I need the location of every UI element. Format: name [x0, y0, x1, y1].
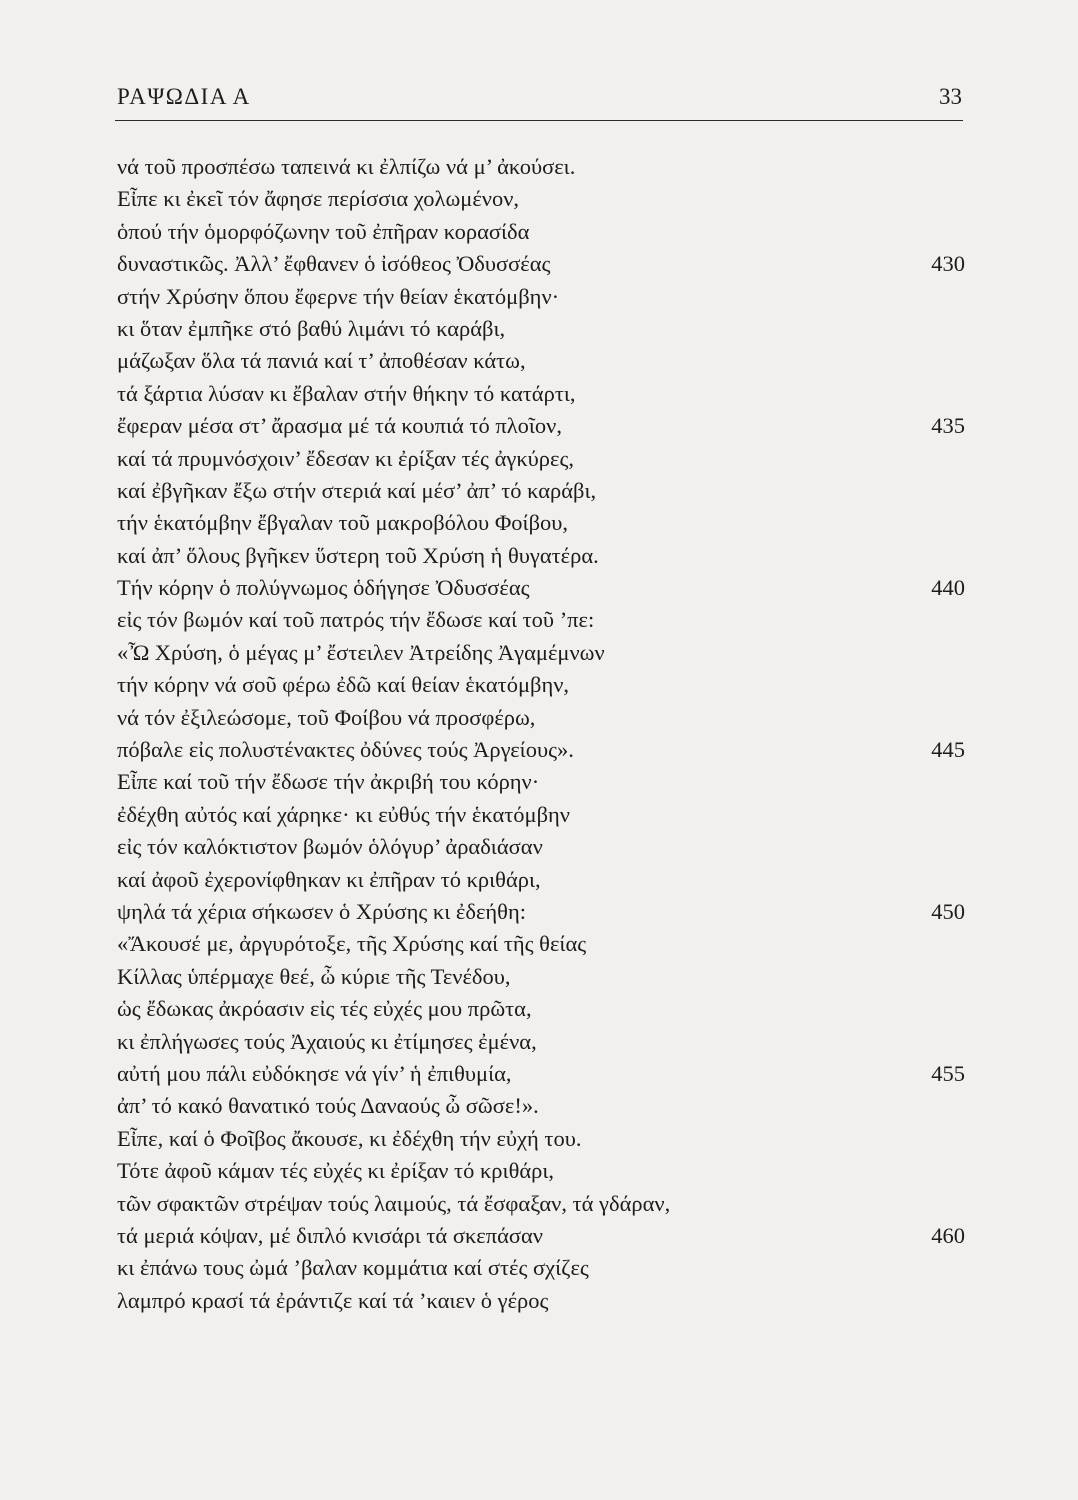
verse-line — [117, 183, 965, 215]
verse-text: τήν ἑκατόμβην ἔβγαλαν τοῦ μακροβόλου Φοίβου, — [117, 510, 569, 536]
verse-text: νά τοῦ προσπέσω ταπεινά κι ἐλπίζω νά μ’ ἀκούσει. — [117, 154, 576, 179]
verse-line — [117, 378, 965, 410]
verse-text: πόβαλε εἰς πολυστένακτες ὀδύνες τούς Ἀργείους». — [117, 737, 574, 763]
verse-line — [117, 1285, 965, 1317]
verse-text: καί τά πρυμνόσχοιν’ ἔδεσαν κι ἐρίξαν τές ἀγκύρες, — [117, 445, 575, 471]
verse-line — [117, 540, 965, 572]
verse-text: «Ἄκουσέ με, ἀργυρότοξε, τῆς Χρύσης καί τῆς θείας — [117, 931, 587, 957]
verse-line — [117, 1123, 965, 1155]
verse-line — [117, 734, 965, 766]
verse-line — [117, 216, 965, 248]
verse-line — [117, 637, 965, 669]
verse-text: κι ἐπλήγωσες τούς Ἀχαιούς κι ἐτίμησες ἐμένα, — [117, 1028, 537, 1054]
verse-line — [117, 864, 965, 896]
verse-text: τά μεριά κόψαν, μέ διπλό κνισάρι τά σκεπάσαν — [117, 1222, 543, 1248]
verse-line — [117, 961, 965, 993]
verse-text: καί ἀπ’ ὅλους βγῆκεν ὕστερη τοῦ Χρύση ἡ θυγατέρα. — [117, 542, 599, 568]
verse-line — [117, 1188, 965, 1220]
verse-text: ἀπ’ τό κακό θανατικό τούς Δαναούς ὦ σῶσε!». — [117, 1093, 539, 1119]
verse-number: 430 — [931, 251, 965, 277]
verse-number: 455 — [931, 1060, 965, 1086]
verse-line — [117, 151, 965, 183]
running-title: ΡΑΨΩΔΙΑ Α — [117, 84, 251, 109]
verse-text: εἰς τόν καλόκτιστον βωμόν ὁλόγυρ’ ἀραδιάσαν — [117, 834, 543, 860]
verse-text: Εἶπε κι ἐκεῖ τόν ἄφησε περίσσια χολωμένον, — [117, 186, 520, 212]
verse-line — [117, 669, 965, 701]
verse-line — [117, 345, 965, 377]
verse-line — [117, 248, 965, 280]
verse-text: τῶν σφακτῶν στρέψαν τούς λαιμούς, τά ἔσφαξαν, τά γδάραν, — [117, 1190, 671, 1216]
verse-line — [117, 1220, 965, 1252]
verse-line — [117, 766, 965, 798]
verse-text: ἔφεραν μέσα στ’ ἄρασμα μέ τά κουπιά τό πλοῖον, — [117, 413, 562, 439]
verse-text: κι ἐπάνω τους ὠμά ’βαλαν κομμάτια καί στές σχίζες — [117, 1255, 589, 1281]
verse-text: καί ἀφοῦ ἐχερονίφθηκαν κι ἐπῆραν τό κριθάρι, — [117, 866, 541, 892]
verse-text: Εἶπε, καί ὁ Φοῖβος ἄκουσε, κι ἐδέχθη τήν εὐχή του. — [117, 1125, 582, 1151]
verse-line — [117, 896, 965, 928]
verse-text: τήν κόρην νά σοῦ φέρω ἐδῶ καί θείαν ἑκατόμβην, — [117, 672, 570, 698]
verse-text: εἰς τόν βωμόν καί τοῦ πατρός τήν ἔδωσε καί τοῦ ’πε: — [117, 607, 595, 633]
verse-line — [117, 799, 965, 831]
verse-line — [117, 831, 965, 863]
verse-text: Εἶπε καί τοῦ τήν ἔδωσε τήν ἀκριβή του κόρην· — [117, 769, 540, 795]
verse-line — [117, 507, 965, 539]
verse-number: 445 — [931, 737, 965, 763]
verse-number: 460 — [931, 1222, 965, 1248]
verse-text: ὡς ἔδωκας ἀκρόασιν εἰς τές εὐχές μου πρῶτα, — [117, 996, 532, 1022]
verse-text: «Ὦ Χρύση, ὁ μέγας μ’ ἔστειλεν Ἀτρείδης Ἀγαμέμνων — [117, 639, 605, 665]
verse-line — [117, 281, 965, 313]
verse-line — [117, 475, 965, 507]
running-header — [117, 82, 962, 118]
verse-text: κι ὅταν ἐμπῆκε στό βαθύ λιμάνι τό καράβι, — [117, 315, 506, 341]
verse-text: ψηλά τά χέρια σήκωσεν ὁ Χρύσης κι ἐδεήθη: — [117, 898, 526, 924]
verse-text: δυναστικῶς. Ἀλλ’ ἔφθανεν ὁ ἰσόθεος Ὀδυσσέας — [117, 251, 551, 277]
verse-text: στήν Χρύσην ὅπου ἔφερνε τήν θείαν ἑκατόμβην· — [117, 283, 560, 309]
verse-line — [117, 702, 965, 734]
verse-text: νά τόν ἐξιλεώσομε, τοῦ Φοίβου νά προσφέρω, — [117, 704, 536, 730]
verse-line — [117, 1026, 965, 1058]
verse-line — [117, 1252, 965, 1284]
verse-text: Τήν κόρην ὁ πολύγνωμος ὁδήγησε Ὀδυσσέας — [117, 575, 530, 601]
verse-text: καί ἐβγῆκαν ἔξω στήν στεριά καί μέσ’ ἀπ’ τό καράβι, — [117, 477, 597, 503]
page-number: 33 — [939, 84, 962, 109]
verse-line — [117, 572, 965, 604]
verse-text: αὐτή μου πάλι εὐδόκησε νά γίν’ ἡ ἐπιθυμία, — [117, 1060, 512, 1086]
verse-text: Τότε ἀφοῦ κάμαν τές εὐχές κι ἐρίξαν τό κριθάρι, — [117, 1158, 555, 1184]
header-rule — [115, 120, 963, 121]
verse-line — [117, 928, 965, 960]
verse-line — [117, 313, 965, 345]
verse-text: Κίλλας ὑπέρμαχε θεέ, ὦ κύριε τῆς Τενέδου, — [117, 963, 511, 989]
verse-text: λαμπρό κρασί τά ἐράντιζε καί τά ’καιεν ὁ γέρος — [117, 1287, 549, 1313]
verse-text: ἐδέχθη αὐτός καί χάρηκε· κι εὐθύς τήν ἑκατόμβην — [117, 801, 570, 827]
verse-line — [117, 443, 965, 475]
verse-line — [117, 1090, 965, 1122]
verse-line — [117, 993, 965, 1025]
verse-text: τά ξάρτια λύσαν κι ἔβαλαν στήν θήκην τό κατάρτι, — [117, 380, 576, 406]
verse-line — [117, 1155, 965, 1187]
verse-line — [117, 604, 965, 636]
verse-line — [117, 410, 965, 442]
verse-number: 435 — [931, 413, 965, 439]
verse-number: 450 — [931, 898, 965, 924]
verse-text: ὁπού τήν ὁμορφόζωνην τοῦ ἐπῆραν κορασίδα — [117, 218, 530, 244]
verse-number: 440 — [931, 575, 965, 601]
verse-text: μάζωξαν ὅλα τά πανιά καί τ’ ἀποθέσαν κάτω, — [117, 348, 526, 374]
verse-line — [117, 1058, 965, 1090]
verse-block — [117, 151, 965, 1317]
